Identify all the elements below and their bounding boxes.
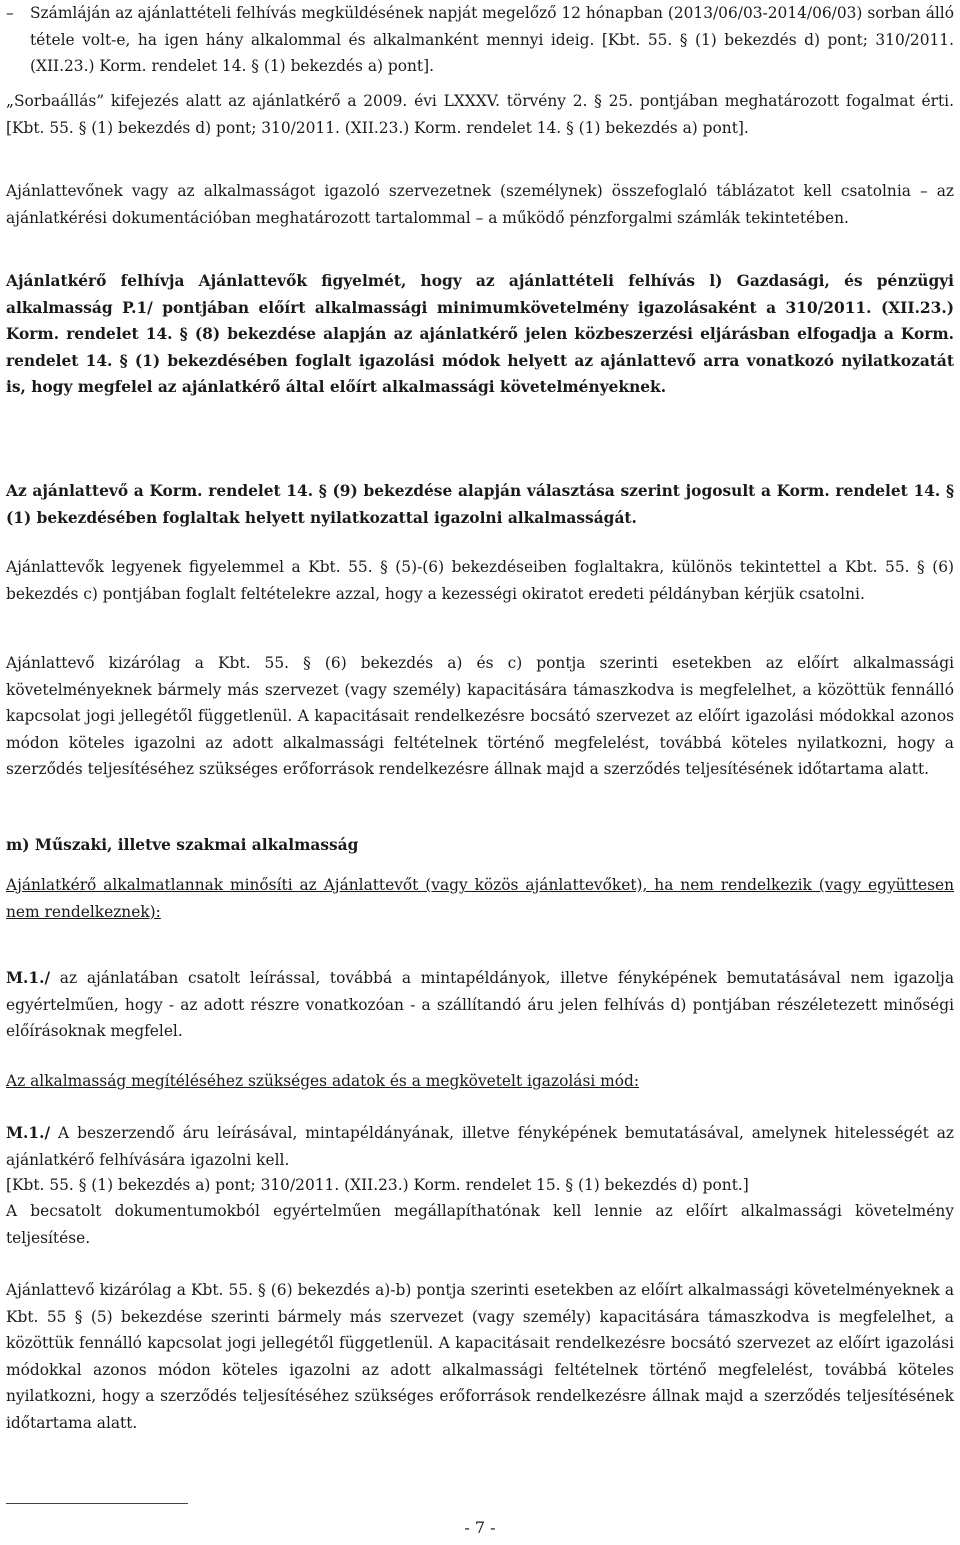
dash-bullet: – (6, 4, 14, 22)
paragraph-sorbaallas: „Sorbaállás” kifejezés alatt az ajánlatkérő a 2009. évi LXXXV. törvény 2. § 25. pontjában meghatározott fogalmat érti. [Kbt. 55. § (1) bekezdés d) pont; 310/2011. (XII.23.) Korm. rendelet 14. § (1) bekezdés a) pont]. (6, 92, 954, 137)
paragraph-alkalmatlan: Ajánlatkérő alkalmatlannak minősíti az Ajánlattevőt (vagy közös ajánlattevőket), ha nem rendelkezik (vagy együttesen nem rendelkeznek): (6, 876, 954, 921)
paragraph-kapacitas: Ajánlattevő kizárólag a Kbt. 55. § (6) bekezdés a) és c) pontja szerinti esetekben az előírt alkalmassági követelményeknek bármely más szervezet (vagy személy) kapacitására támaszkodva is megfelelhet, a közöttük fennálló kapcsolat jogi jellegétől függetlenül. A kapacitásait rendelkezésre bocsátó szervezet az előírt igazolási módokkal azonos módon köteles igazolni az adott alkalmassági feltételnek történő megfelelést, továbbá köteles nyilatkozni, hogy a szerződés teljesítéséhez szükséges erőforrások rendelkezésre állnak majd a szerződés teljesítésének időtartama alatt. (6, 654, 954, 778)
paragraph-kapacitas-2: Ajánlattevő kizárólag a Kbt. 55. § (6) bekezdés a)-b) pontja szerinti esetekben az előírt alkalmassági követelményeknek a Kbt. 55 § (5) bekezdése szerinti bármely más szervezet (vagy személy) kapacitására támaszkodva is megfelelhet, a közöttük fennálló kapcsolat jogi jellegétől függetlenül. A kapacitásait rendelkezésre bocsátó szervezet az előírt igazolási módokkal azonos módon köteles igazolni az adott alkalmassági feltételnek történő megfelelést, továbbá köteles nyilatkozni, hogy a szerződés teljesítéséhez szükséges erőforrások rendelkezésre állnak majd a szerződés teljesítésének időtartama alatt. (6, 1281, 954, 1432)
criterion-text: az ajánlatában csatolt leírással, továbbá a mintapéldányok, illetve fényképének bemutatásával nem igazolja egyértelműen, hogy - az adott részre vonatkozóan - a szállítandó áru jelen felhívás d) pontjában részéletezett minőségi előírásoknak megfelel. (6, 969, 954, 1040)
footer-divider (6, 1503, 188, 1504)
paragraph-kezesseg: Ajánlattevők legyenek figyelemmel a Kbt. 55. § (5)-(6) bekezdéseiben foglaltakra, különös tekintettel a Kbt. 55. § (6) bekezdés c) pontjában foglalt feltételekre azzal, hogy a kezességi okiratot eredeti példányban kérjük csatolni. (6, 558, 954, 603)
paragraph-m1-igazolas (6, 1120, 954, 1173)
criterion-text: A beszerzendő áru leírásával, mintapéldányának, illetve fényképének bemutatásával, amelynek hitelességét az ajánlatkérő felhívására igazolni kell. (6, 1124, 954, 1169)
paragraph-osszefoglalo: Ajánlattevőnek vagy az alkalmasságot igazoló szervezetnek (személynek) összefoglaló táblázatot kell csatolnia – az ajánlatkérési dokumentációban meghatározott tartalommal – a működő pénzforgalmi számlák tekintetében. (6, 182, 954, 227)
section-heading: m) Műszaki, illetve szakmai alkalmasság (6, 836, 359, 854)
document-page (6, 0, 954, 1545)
criterion-label: M.1./ (6, 1124, 51, 1142)
paragraph-m1 (6, 965, 954, 1045)
criterion-label: M.1./ (6, 969, 51, 987)
paragraph-becsatolt: A becsatolt dokumentumokból egyértelműen megállapíthatónak kell lennie az előírt alkalmassági követelmény teljesítése. (6, 1202, 954, 1247)
paragraph-text: Számláján az ajánlattételi felhívás megküldésének napját megelőző 12 hónapban (2013/06/03-2014/06/03) sorban álló tétele volt-e, ha igen hány alkalommal és alkalmanként mennyi ideig. [Kbt. 55. § (1) bekezdés d) pont; 310/2011. (XII.23.) Korm. rendelet 14. § (1) bekezdés a) pont]. (30, 4, 954, 75)
paragraph-igazolasi-mod: Az alkalmasság megítéléséhez szükséges adatok és a megkövetelt igazolási mód: (6, 1072, 640, 1090)
list-item (6, 0, 954, 80)
paragraph-jogszabaly: [Kbt. 55. § (1) bekezdés a) pont; 310/2011. (XII.23.) Korm. rendelet 15. § (1) bekezdés d) pont.] (6, 1176, 749, 1194)
paragraph-valasztas: Az ajánlattevő a Korm. rendelet 14. § (9) bekezdése alapján választása szerint jogosult a Korm. rendelet 14. § (1) bekezdésében foglaltak helyett nyilatkozattal igazolni alkalmasságát. (6, 482, 954, 527)
paragraph-felhivas: Ajánlatkérő felhívja Ajánlattevők figyelmét, hogy az ajánlattételi felhívás l) Gazdasági, és pénzügyi alkalmasság P.1/ pontjában előírt alkalmassági minimumkövetelmény igazolásaként a 310/2011. (XII.23.) Korm. rendelet 14. § (8) bekezdése alapján az ajánlatkérő jelen közbeszerzési eljárásban elfogadja a Korm. rendelet 14. § (1) bekezdésében foglalt igazolási módok helyett az ajánlattevő arra vonatkozó nyilatkozatát is, hogy megfelel az ajánlatkérő által előírt alkalmassági követelményeknek. (6, 272, 954, 396)
page-number: - 7 - (464, 1518, 496, 1537)
